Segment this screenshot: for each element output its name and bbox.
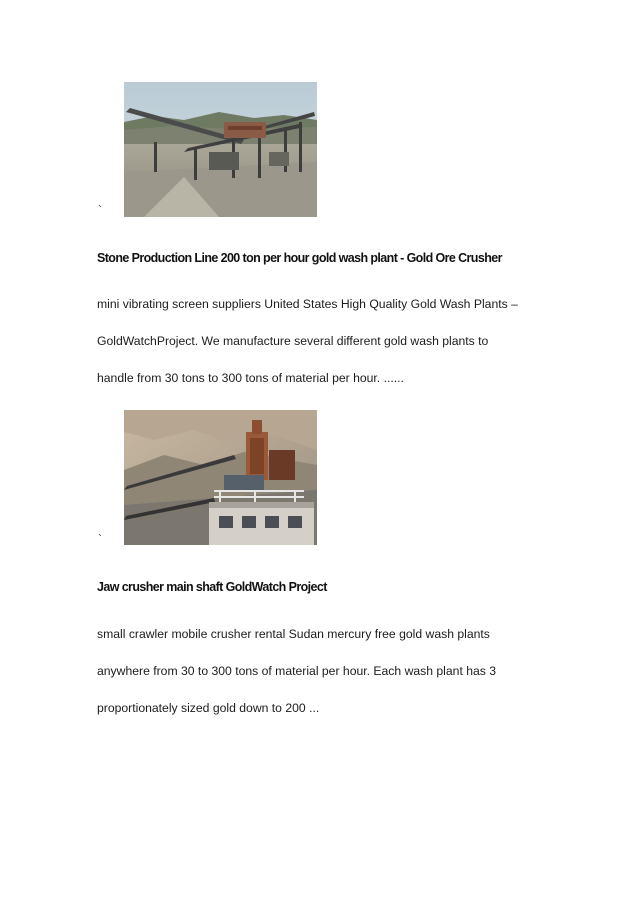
- section-paragraph: [97, 626, 567, 737]
- jaw-crusher-plant-photo: [124, 410, 317, 545]
- paragraph-line: small crawler mobile crusher rental Sudan mercury free gold wash plants: [97, 627, 490, 641]
- paragraph-line: mini vibrating screen suppliers United States High Quality Gold Wash Plants –: [97, 297, 518, 311]
- paragraph-line: proportionately sized gold down to 200 ...: [97, 701, 320, 715]
- list-bullet: `: [98, 532, 102, 546]
- paragraph-line: anywhere from 30 to 300 tons of material per hour. Each wash plant has 3: [97, 664, 497, 678]
- section-heading: Jaw crusher main shaft GoldWatch Project: [97, 580, 327, 594]
- paragraph-line: handle from 30 tons to 300 tons of material per hour. ......: [97, 371, 404, 385]
- section-heading: Stone Production Line 200 ton per hour gold wash plant - Gold Ore Crusher: [97, 251, 502, 265]
- paragraph-line: GoldWatchProject. We manufacture several different gold wash plants to: [97, 334, 489, 348]
- list-bullet: `: [98, 203, 102, 217]
- section-paragraph: [97, 296, 567, 407]
- conveyor-plant-photo: [124, 82, 317, 217]
